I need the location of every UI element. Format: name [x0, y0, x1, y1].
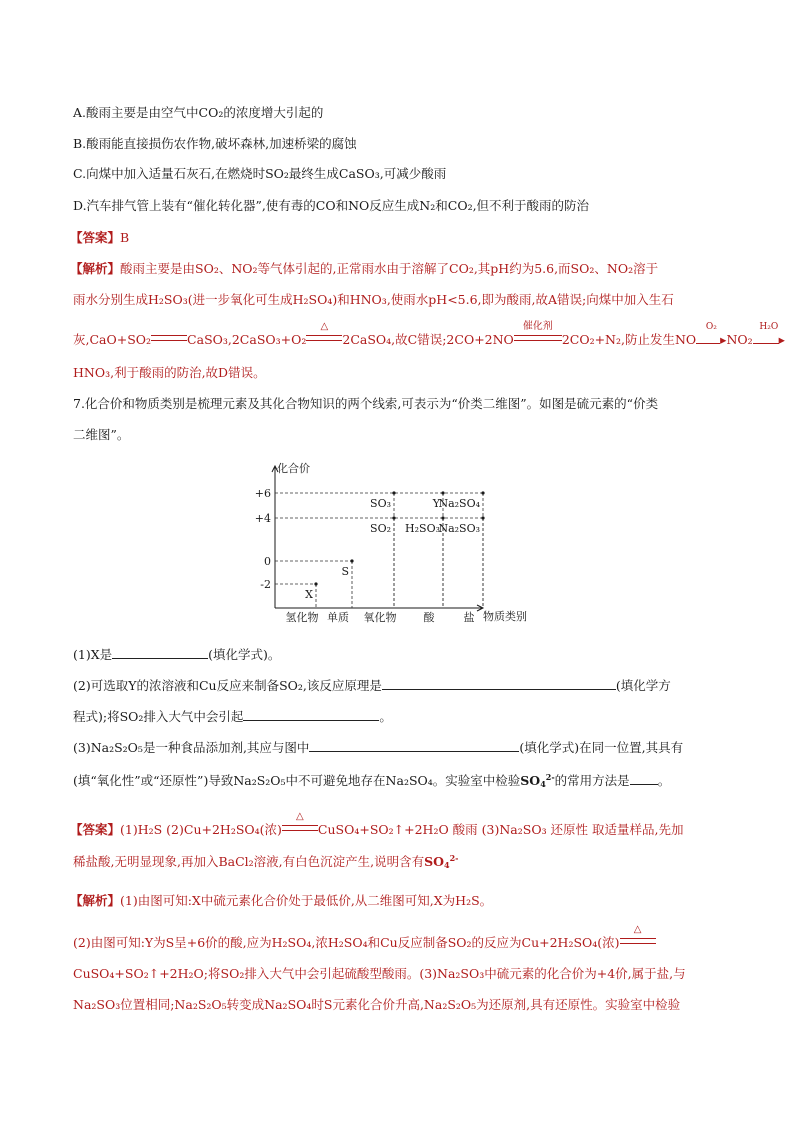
data-point [481, 491, 484, 494]
answer-blank-4[interactable] [309, 737, 519, 752]
chart-points [305, 491, 484, 601]
sulfate-ion: $SO_4^{2-}$ [424, 853, 459, 870]
y-tick-label: -2 [260, 578, 271, 591]
q7-answer-line2 [73, 852, 459, 872]
eq-part: 2CO₂+N₂,防止发生NO [561, 332, 697, 347]
point-label: Na₂SO₃ [438, 522, 480, 535]
answer-blank-5[interactable] [630, 770, 658, 785]
heat-equals-sign [620, 924, 656, 953]
analysis-text: 酸雨主要是由SO₂、NO₂等气体引起的,正常雨水由于溶解了CO₂,其pH约为5.6,而SO₂、NO₂溶于 [120, 261, 659, 276]
part3-text2: (填“氧化性”或“还原性”)导致Na₂S₂O₅中不可避免地存在Na₂SO₄。实验室中检验 [73, 773, 521, 788]
y-tick-label: 0 [264, 555, 271, 568]
part3-hint: (填化学式)在同一位置,其具有 [519, 740, 684, 755]
chart-ylabel: 化合价 [277, 462, 310, 475]
y-tick-label: +4 [255, 512, 271, 525]
part2-text: (2)可选取Y的浓溶液和Cu反应来制备SO₂,该反应原理是 [73, 678, 382, 693]
option-b: B.酸雨能直接损伤农作物,破坏森林,加速桥梁的腐蚀 [73, 136, 357, 151]
part3-text: (3)Na₂S₂O₅是一种食品添加剂,其应与图中 [73, 740, 310, 755]
point-label: SO₂ [370, 522, 391, 535]
x-category-label: 氢化物 [285, 611, 319, 624]
answer-text3: 稀盐酸,无明显现象,再加入BaCl₂溶液,有白色沉淀产生,说明含有 [73, 854, 425, 869]
x-category-label: 氧化物 [363, 611, 397, 624]
h2o-arrow: H₂O ▸ [753, 330, 785, 350]
heat-equals-sign [282, 811, 318, 840]
q7-analysis-line2 [73, 924, 656, 953]
x-category-label: 盐 [463, 611, 475, 624]
answer-tag: 【答案】 [70, 822, 121, 837]
heat-symbol: △ [296, 811, 304, 822]
q6-analysis-line1 [70, 259, 658, 279]
q7-part2-line2 [73, 706, 392, 727]
heat-symbol: △ [633, 924, 642, 935]
answer-tag: 【答案】 [70, 230, 121, 245]
eq-part: CaSO₃,2CaSO₃+O₂ [187, 332, 307, 347]
analysis-text: (1)由图可知:X中硫元素化合价处于最低价,从二维图可知,X为H₂S。 [120, 893, 493, 908]
o2-arrow: O₂ ▸ [696, 330, 726, 350]
x-category-label: 单质 [327, 611, 349, 624]
data-point [392, 491, 395, 494]
answer-blank-1[interactable] [112, 644, 208, 659]
q6-answer [70, 228, 129, 248]
analysis-text2: (2)由图可知:Y为S呈+6价的酸,应为H₂SO₄,浓H₂SO₄和Cu反应制备SO₂的反应为Cu+2H₂SO₄(浓) [73, 935, 620, 950]
catalyst-label: 催化剂 [522, 321, 553, 332]
data-point [350, 559, 353, 562]
answer-text: (1)H₂S (2)Cu+2H₂SO₄(浓) [120, 822, 282, 837]
part2-end: 。 [379, 709, 392, 724]
analysis-tag: 【解析】 [70, 261, 121, 276]
chart-categories [286, 610, 475, 624]
data-point [392, 516, 395, 519]
eq-part: 灰,CaO+SO₂ [73, 332, 152, 347]
option-c: C.向煤中加入适量石灰石,在燃烧时SO₂最终生成CaSO₃,可减少酸雨 [73, 166, 447, 181]
answer-value: B [120, 230, 130, 245]
part2-text2: 程式);将SO₂排入大气中会引起 [73, 709, 244, 724]
point-label: X [305, 588, 313, 601]
o2-label: O₂ [705, 322, 717, 332]
answer-text2: CuSO₄+SO₂↑+2H₂O 酸雨 (3)Na₂SO₃ 还原性 取适量样品,先加 [317, 822, 684, 837]
q7-stem-line1: 7.化合价和物质类别是梳理元素及其化合物知识的两个线索,可表示为“价类二维图”。如图是硫元素的“价类 [73, 396, 659, 411]
option-d: D.汽车排气管上装有“催化转化器”,使有毒的CO和NO反应生成N₂和CO₂,但不利于酸雨的防治 [73, 198, 590, 213]
point-label: H₂SO₃ [405, 522, 440, 535]
heat-symbol: △ [320, 321, 329, 332]
q7-analysis-line3: CuSO₄+SO₂↑+2H₂O;将SO₂排入大气中会引起硫酸型酸雨。(3)Na₂SO₃中硫元素的化合价为+4价,属于盐,与 [73, 966, 686, 981]
answer-blank-3[interactable] [243, 706, 379, 721]
point-label: S [341, 565, 349, 578]
heat-equals-sign [306, 321, 342, 350]
equals-sign [151, 330, 187, 350]
data-point [481, 516, 484, 519]
chart-axes [272, 466, 483, 611]
q7-part3-line2 [73, 770, 670, 791]
part2-hint: (填化学方 [615, 678, 671, 693]
data-point [314, 582, 317, 585]
catalyst-equals-sign [514, 321, 562, 350]
point-label: SO₃ [370, 497, 391, 510]
analysis-tag: 【解析】 [70, 893, 121, 908]
q7-analysis-line1 [70, 891, 492, 911]
q6-analysis-line2: 雨水分别生成H₂SO₃(进一步氧化可生成H₂SO₄)和HNO₃,使雨水pH<5.6,即为酸雨,故A错误;向煤中加入生石 [73, 292, 674, 307]
answer-blank-2[interactable] [382, 675, 616, 690]
valence-category-chart [255, 458, 555, 630]
q7-part1 [73, 644, 280, 665]
point-label: Y [432, 497, 440, 510]
chart-ticks [255, 487, 271, 591]
h2o-label: H₂O [759, 322, 779, 332]
chart-xlabel: 物质类别 [483, 610, 527, 623]
q7-analysis-line4: Na₂SO₃位置相同;Na₂S₂O₅转变成Na₂SO₄时S元素化合价升高,Na₂S₂O₅为还原剂,具有还原性。实验室中检验 [73, 997, 681, 1012]
q7-part2-line1 [73, 675, 671, 696]
q6-analysis-line4: HNO₃,利于酸雨的防治,故D错误。 [73, 365, 266, 380]
part3-text3: 的常用方法是 [554, 773, 630, 788]
q7-part3-line1 [73, 737, 683, 758]
eq-part: 2CaSO₄,故C错误;2CO+2NO [342, 332, 514, 347]
q7-stem-line2: 二维图”。 [73, 427, 130, 442]
data-point [441, 491, 444, 494]
point-label: Na₂SO₄ [438, 497, 480, 510]
q6-analysis-line3 [73, 321, 785, 350]
x-category-label: 酸 [423, 611, 435, 624]
part1-hint: (填化学式)。 [208, 647, 281, 662]
data-point [441, 516, 444, 519]
sulfate-ion: $SO_4^{2-}$ [520, 772, 555, 789]
eq-part: NO₂ [726, 332, 753, 347]
y-tick-label: +6 [255, 487, 271, 500]
q7-answer-line1 [70, 811, 684, 840]
part3-end: 。 [657, 773, 671, 788]
option-a: A.酸雨主要是由空气中CO₂的浓度增大引起的 [73, 105, 324, 120]
part1-text: (1)X是 [73, 647, 113, 662]
